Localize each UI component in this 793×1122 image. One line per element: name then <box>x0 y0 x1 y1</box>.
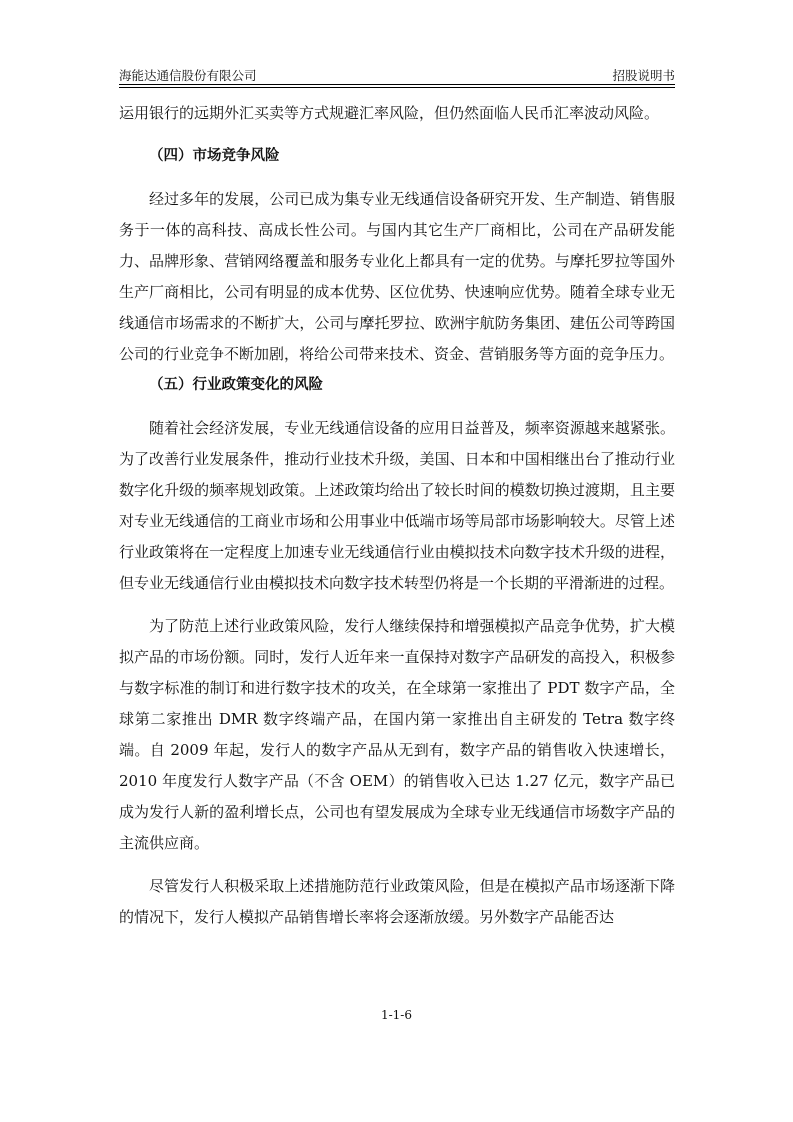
header-rule-thin <box>119 87 675 88</box>
header-rule <box>119 84 675 85</box>
paragraph-policy-background: 随着社会经济发展，专业无线通信设备的应用日益普及，频率资源越来越紧张。为了改善行业发展条件，推动行业技术升级，美国、日本和中国相继出台了推动行业数字化升级的频率规划政策。上述政策均给出了较长时间的模数切换过渡期，且主要对专业无线通信的工商业市场和公用事业中低端市场等局部市场影响较大。尽管上述行业政策将在一定程度上加速专业无线通信行业由模拟技术向数字技术升级的进程，但专业无线通信行业由模拟技术向数字技术转型仍将是一个长期的平滑渐进的过程。 <box>119 419 675 592</box>
paragraph-market-competition: 经过多年的发展，公司已成为集专业无线通信设备研究开发、生产制造、销售服务于一体的高科技、高成长性公司。与国内其它生产厂商相比，公司在产品研发能力、品牌形象、营销网络覆盖和服务专业化上都具有一定的优势。与摩托罗拉等国外生产厂商相比，公司有明显的成本优势、区位优势、快速响应优势。随着全球专业无线通信市场需求的不断扩大，公司与摩托罗拉、欧洲宇航防务集团、建伍公司等跨国公司的行业竞争不断加剧，将给公司带来技术、资金、营销服务等方面的竞争压力。 <box>119 190 675 363</box>
paragraph-exchange-risk: 运用银行的远期外汇买卖等方式规避汇率风险，但仍然面临人民币汇率波动风险。 <box>119 104 660 122</box>
section-heading-market-competition: （四）市场竞争风险 <box>149 148 280 164</box>
page-header <box>119 60 675 84</box>
document-body <box>119 98 675 933</box>
header-company: 海能达通信股份有限公司 <box>119 68 257 83</box>
page-number: 1-1-6 <box>380 1008 412 1022</box>
header-doc-type: 招股说明书 <box>612 68 675 83</box>
paragraph-remaining-risk: 尽管发行人积极采取上述措施防范行业政策风险，但是在模拟产品市场逐渐下降的情况下，发行人模拟产品销售增长率将会逐渐放缓。另外数字产品能否达 <box>119 877 675 926</box>
paragraph-policy-countermeasures: 为了防范上述行业政策风险，发行人继续保持和增强模拟产品竞争优势，扩大模拟产品的市场份额。同时，发行人近年来一直保持对数字产品研发的高投入，积极参与数字标准的制订和进行数字技术的攻关，在全球第一家推出了 PDT 数字产品，全球第二家推出 DMR 数字终端产品，在国内第一家推出自主研发的 Tetra 数字终端。自 2009 年起，发行人的数字产品从无到有，数字产品的销售收入快速增长，2010 年度发行人数字产品（不含 OEM）的销售收入已达 1.27 亿元，数字产品已成为发行人新的盈利增长点，公司也有望发展成为全球专业无线通信市场数字产品的主流供应商。 <box>119 617 675 852</box>
section-heading-policy-risk: （五）行业政策变化的风险 <box>149 377 323 393</box>
